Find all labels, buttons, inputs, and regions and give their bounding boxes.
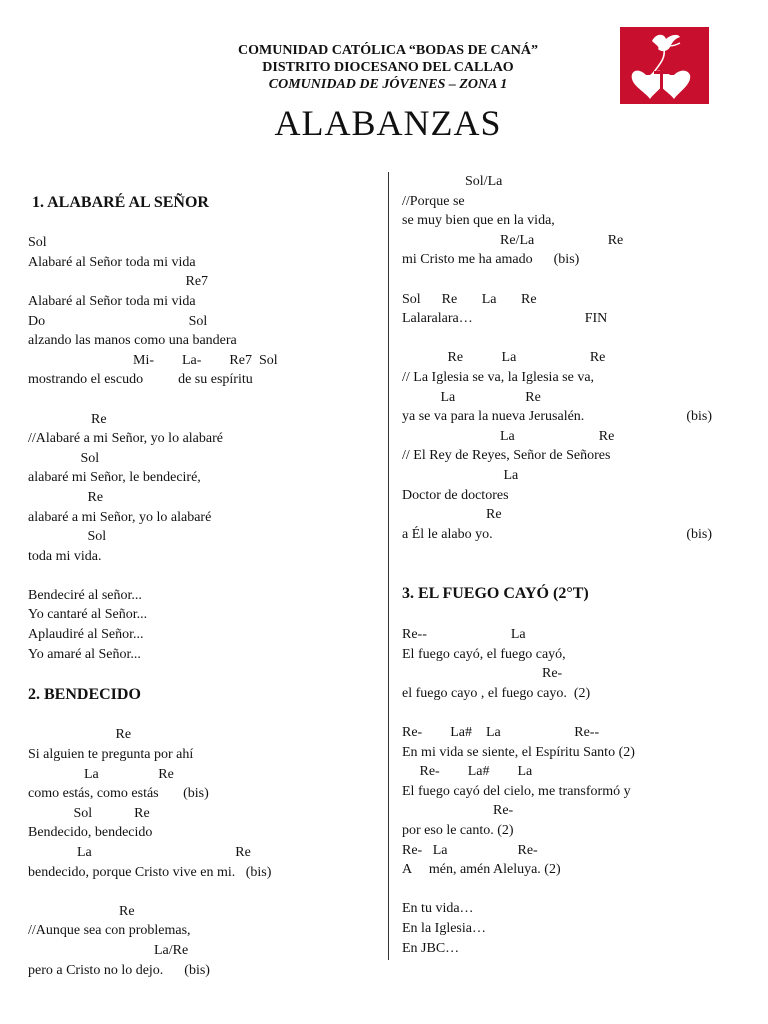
line-text: En JBC… — [402, 940, 460, 956]
lyric-line — [402, 723, 712, 743]
line-text: El fuego cayó, el fuego cayó, — [402, 646, 566, 662]
column-divider — [388, 172, 389, 960]
line-text: //Porque se — [402, 193, 465, 209]
line-text: // La Iglesia se va, la Iglesia se va, — [402, 369, 595, 385]
line-text: Si alguien te pregunta por ahí — [28, 747, 194, 763]
lyric-line — [28, 586, 373, 606]
song-title — [28, 192, 373, 214]
spacer — [28, 706, 373, 726]
community-name: COMUNIDAD CATÓLICA “BODAS DE CANÁ” — [238, 43, 538, 58]
line-text: 1. ALABARÉ AL SEÑOR — [28, 193, 209, 211]
lyric-line — [28, 725, 373, 745]
lyric-line — [28, 941, 373, 961]
dove-hearts-cross-icon — [620, 27, 709, 104]
line-text: toda mi vida. — [28, 548, 102, 564]
line-text: Re7 — [28, 274, 209, 290]
line-text: alabaré mi Señor, le bendeciré, — [28, 470, 201, 486]
line-text: Sol — [28, 235, 47, 251]
right-column — [402, 172, 712, 958]
spacer — [402, 329, 712, 349]
lyric-line — [28, 449, 373, 469]
lyric-line — [28, 527, 373, 547]
lyric-line — [402, 939, 712, 959]
line-text: Alabaré al Señor toda mi vida — [28, 293, 196, 309]
line-text: mostrando el escudo de su espíritu — [28, 372, 253, 388]
lyric-line — [402, 525, 712, 545]
lyric-line — [28, 804, 373, 824]
line-text: Aplaudiré al Señor... — [28, 627, 144, 643]
line-text: Re- — [402, 803, 514, 819]
line-text: alzando las manos como una bandera — [28, 333, 237, 349]
line-text: Sol Re — [28, 805, 150, 821]
lyric-line — [28, 605, 373, 625]
line-text: como estás, como estás (bis) — [28, 786, 209, 802]
lyric-line — [402, 368, 712, 388]
spacer — [402, 605, 712, 625]
line-text: 2. BENDECIDO — [28, 685, 141, 703]
spacer — [402, 270, 712, 290]
lyric-line — [28, 468, 373, 488]
lyric-line — [402, 250, 712, 270]
line-text: Bendeciré al señor... — [28, 587, 142, 603]
lyric-line — [402, 821, 712, 841]
spacer — [28, 882, 373, 902]
spacer — [402, 564, 712, 584]
lyric-line — [402, 645, 712, 665]
line-text: La — [402, 467, 519, 483]
line-text: Alabaré al Señor toda mi vida — [28, 254, 196, 270]
line-text: Re — [28, 903, 135, 919]
lyric-line — [402, 860, 712, 880]
lyric-line — [402, 466, 712, 486]
lyric-line — [28, 233, 373, 253]
line-text: Doctor de doctores — [402, 487, 509, 503]
lyric-line — [402, 192, 712, 212]
line-text: Re- — [402, 666, 563, 682]
lyric-line — [402, 172, 712, 192]
line-text: //Alabaré a mi Señor, yo lo alabaré — [28, 431, 223, 447]
district-name: DISTRITO DIOCESANO DEL CALLAO — [262, 60, 514, 75]
line-text: La Re — [28, 766, 174, 782]
line-text: alabaré a mi Señor, yo lo alabaré — [28, 509, 212, 525]
lyric-line — [402, 684, 712, 704]
repeat-marker: (bis) — [686, 409, 712, 425]
lyric-line — [402, 446, 712, 466]
line-text: Sol Re La Re — [402, 291, 537, 307]
line-text: La Re — [402, 389, 541, 405]
lyric-line — [402, 309, 712, 329]
lyric-line — [402, 782, 712, 802]
repeat-marker: (bis) — [686, 526, 712, 542]
lyric-line — [28, 292, 373, 312]
lyric-line — [402, 290, 712, 310]
left-column — [28, 172, 373, 980]
lyric-line — [28, 765, 373, 785]
lyric-line — [28, 508, 373, 528]
lyric-line — [402, 231, 712, 251]
lyric-line — [28, 429, 373, 449]
lyric-line — [28, 312, 373, 332]
line-text: Re — [28, 727, 132, 743]
line-text: Re-- La — [402, 627, 526, 643]
lyric-line — [402, 743, 712, 763]
spacer — [28, 390, 373, 410]
spacer — [28, 664, 373, 684]
lyric-line — [28, 272, 373, 292]
document-header — [130, 42, 646, 93]
line-text: Re — [28, 489, 104, 505]
lyric-line — [28, 625, 373, 645]
lyric-line — [402, 407, 712, 427]
lyric-line — [402, 762, 712, 782]
line-text: Sol — [28, 529, 107, 545]
line-text: el fuego cayo , el fuego cayo. (2) — [402, 685, 591, 701]
song-title — [402, 583, 712, 605]
line-text: Re — [402, 507, 502, 523]
youth-community-name: COMUNIDAD DE JÓVENES – ZONA 1 — [268, 77, 508, 92]
lyric-line — [28, 843, 373, 863]
lyric-line — [402, 625, 712, 645]
line-text: Re- La# La Re-- — [402, 725, 600, 741]
spacer — [402, 703, 712, 723]
line-text: Sol — [28, 450, 100, 466]
line-text: Mi- La- Re7 Sol — [28, 352, 278, 368]
lyric-line — [402, 919, 712, 939]
lyric-line — [28, 863, 373, 883]
line-text: mi Cristo me ha amado (bis) — [402, 252, 580, 268]
line-text: Yo cantaré al Señor... — [28, 607, 148, 623]
line-text: se muy bien que en la vida, — [402, 213, 555, 229]
line-text: En la Iglesia… — [402, 920, 486, 936]
line-text: En tu vida… — [402, 901, 474, 917]
spacer — [402, 880, 712, 900]
spacer — [28, 566, 373, 586]
lyric-line — [28, 645, 373, 665]
lyric-line — [28, 370, 373, 390]
line-text: //Aunque sea con problemas, — [28, 923, 191, 939]
lyric-line — [28, 351, 373, 371]
lyric-line — [28, 410, 373, 430]
line-text: Re La Re — [402, 350, 606, 366]
lyric-line — [402, 664, 712, 684]
line-text: En mi vida se siente, el Espíritu Santo (2) — [402, 744, 635, 760]
page-title: ALABANZAS — [274, 103, 502, 143]
lyric-line — [402, 841, 712, 861]
community-logo — [620, 27, 709, 104]
line-text: Do Sol — [28, 313, 208, 329]
line-text: Bendecido, bendecido — [28, 825, 153, 841]
line-text: 3. EL FUEGO CAYÓ (2°T) — [402, 585, 589, 603]
lyric-line — [28, 745, 373, 765]
spacer — [28, 172, 373, 192]
line-text: ya se va para la nueva Jerusalén. — [402, 409, 585, 425]
lyric-line — [28, 331, 373, 351]
lyric-line — [28, 961, 373, 981]
line-text: Sol/La — [402, 174, 503, 189]
lyric-line — [402, 899, 712, 919]
lyric-line — [28, 547, 373, 567]
line-text: bendecido, porque Cristo vive en mi. (bis) — [28, 864, 272, 880]
line-text: a Él le alabo yo. — [402, 526, 493, 542]
line-text: Re/La Re — [402, 232, 624, 248]
line-text: La/Re — [28, 942, 189, 958]
line-text: A mén, amén Aleluya. (2) — [402, 862, 561, 878]
line-text: // El Rey de Reyes, Señor de Señores — [402, 448, 611, 464]
lyric-line — [28, 902, 373, 922]
line-text: Re- La# La — [402, 764, 533, 780]
lyric-line — [28, 253, 373, 273]
line-text: Re- La Re- — [402, 842, 538, 858]
line-text: Lalaralara… FIN — [402, 311, 608, 327]
line-text: El fuego cayó del cielo, me transformó y — [402, 783, 631, 799]
lyric-line — [28, 784, 373, 804]
lyric-line — [402, 505, 712, 525]
lyric-line — [28, 921, 373, 941]
line-text: Re — [28, 411, 107, 427]
line-text: Yo amaré al Señor... — [28, 646, 141, 662]
line-text: La Re — [28, 845, 251, 860]
song-title — [28, 684, 373, 706]
lyric-line — [402, 348, 712, 368]
line-text: La Re — [402, 428, 615, 444]
lyric-line — [402, 211, 712, 231]
lyric-line — [402, 427, 712, 447]
lyric-line — [402, 486, 712, 506]
lyric-line — [28, 488, 373, 508]
spacer — [402, 544, 712, 564]
lyric-line — [402, 801, 712, 821]
spacer — [28, 214, 373, 234]
line-text: por eso le canto. (2) — [402, 823, 514, 838]
line-text: pero a Cristo no lo dejo. (bis) — [28, 962, 210, 978]
lyric-line — [402, 388, 712, 408]
lyric-line — [28, 823, 373, 843]
